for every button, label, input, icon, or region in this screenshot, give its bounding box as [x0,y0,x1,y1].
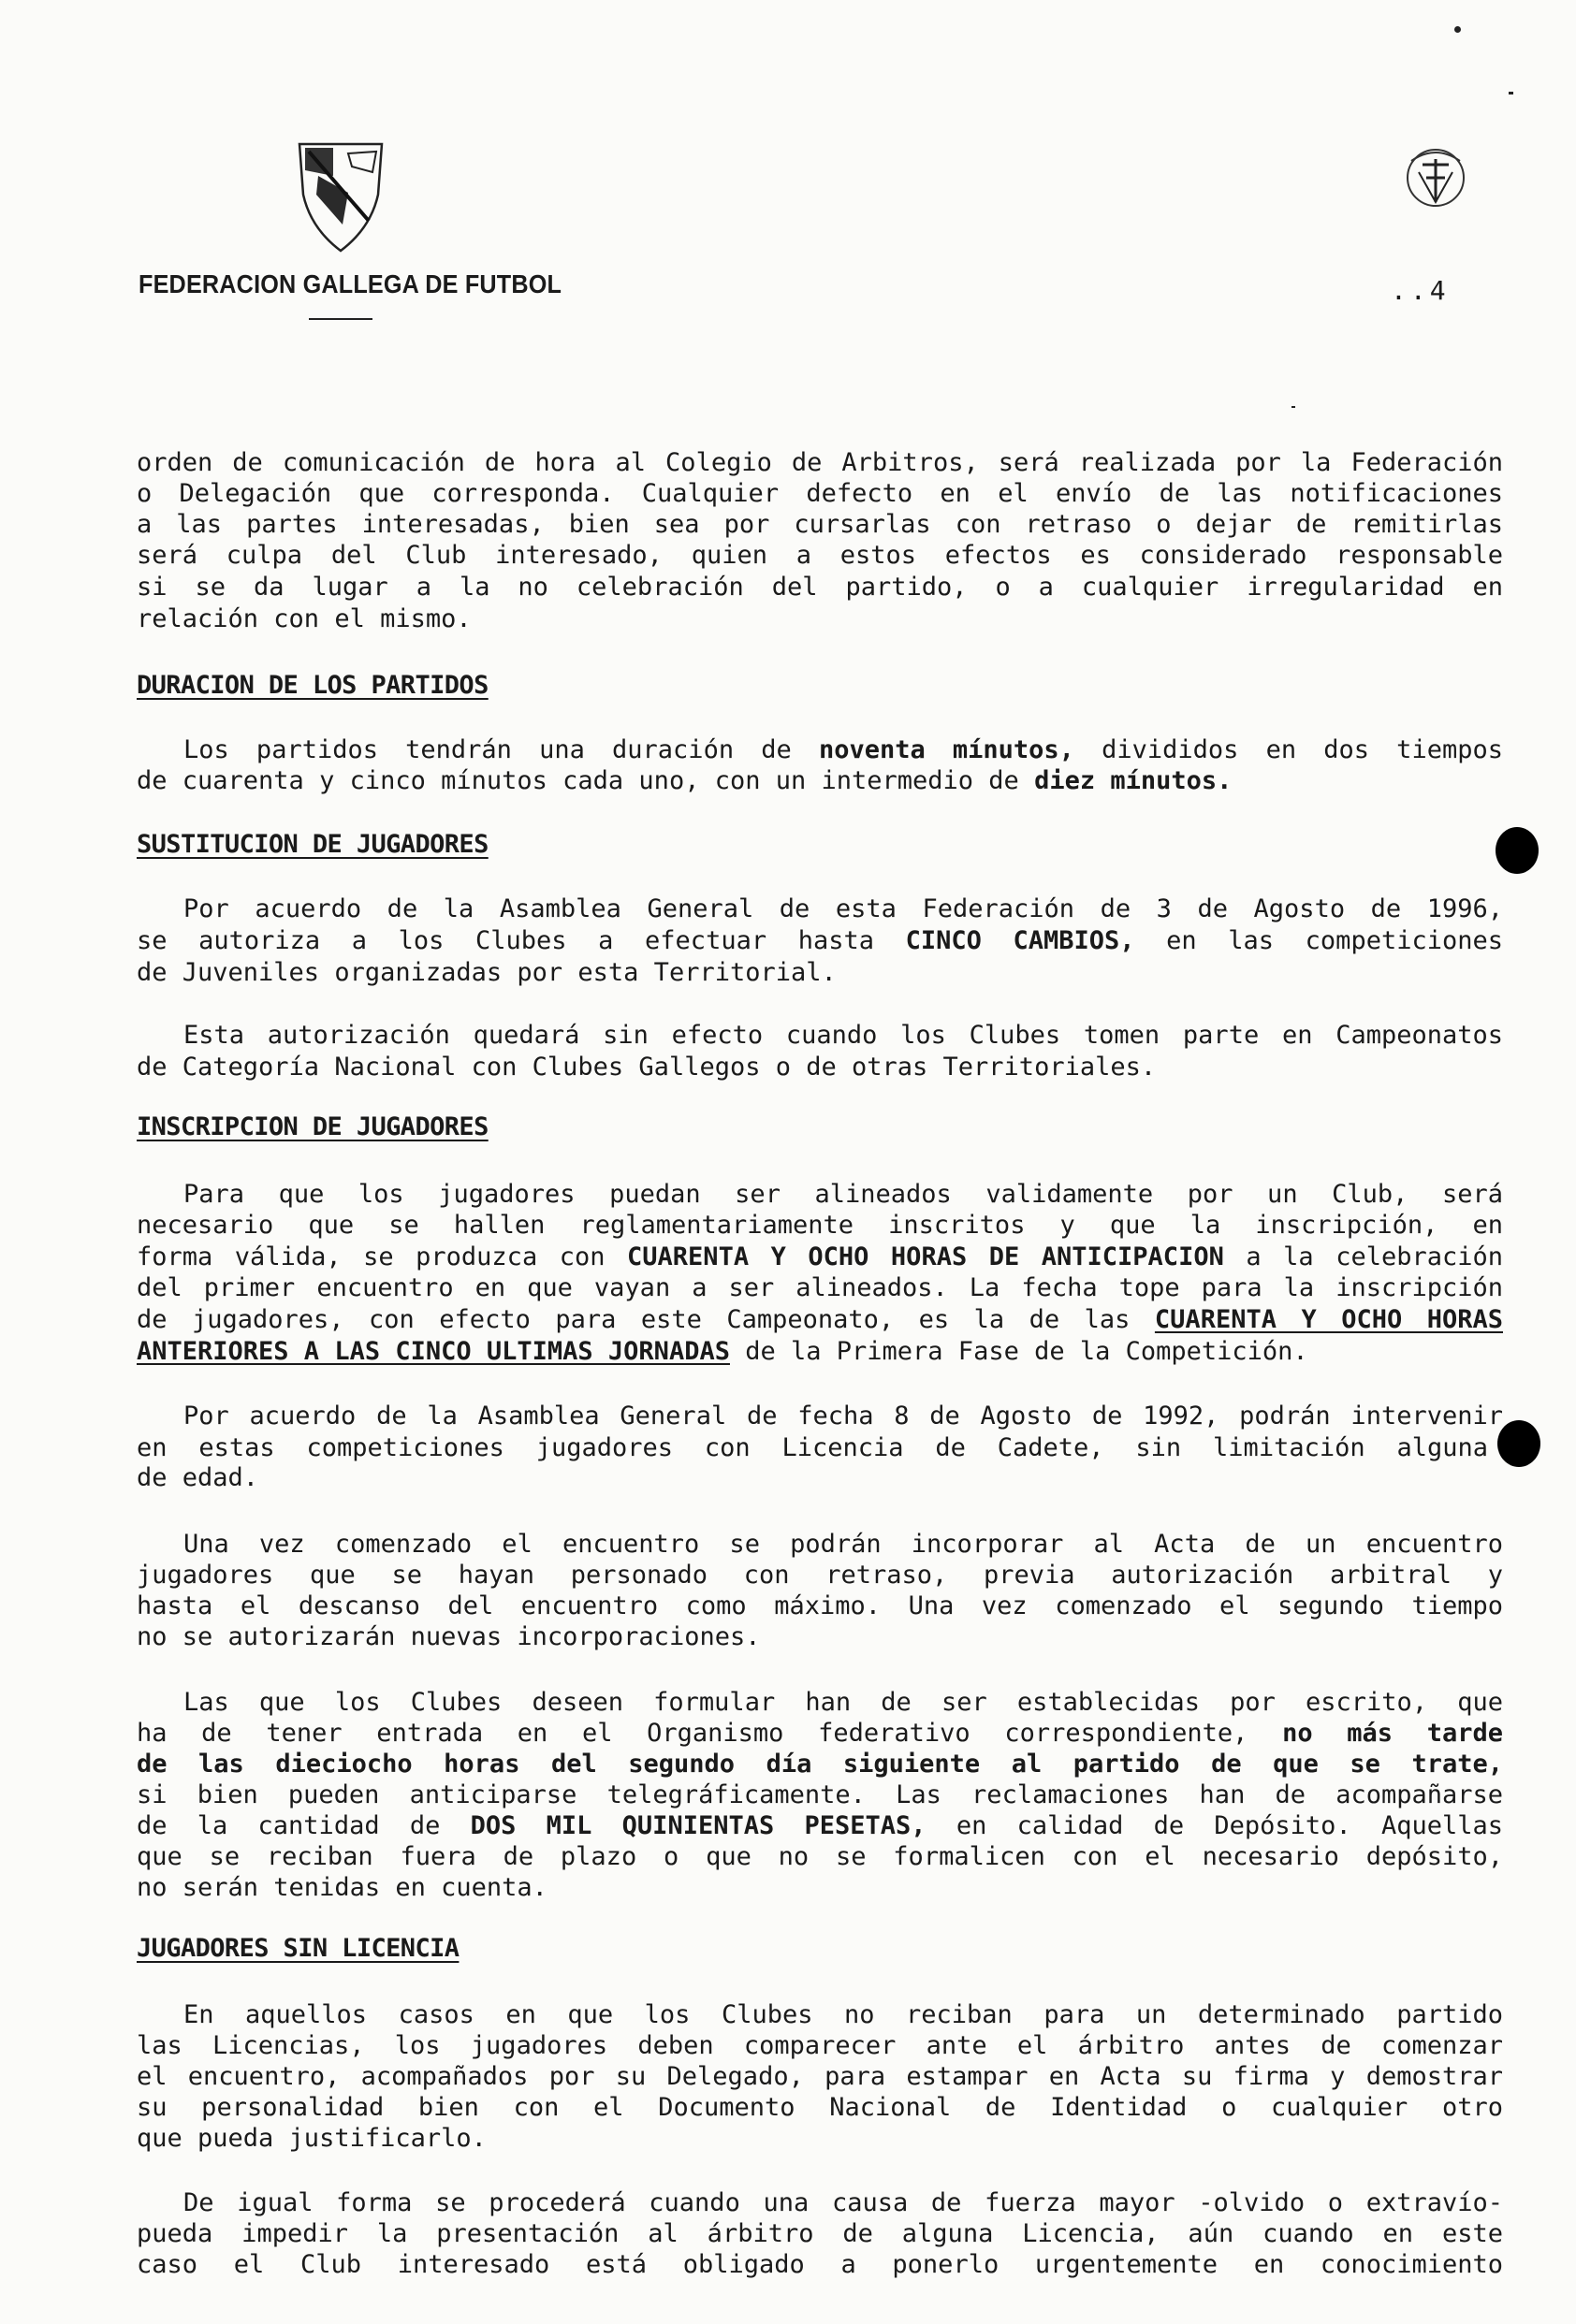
paragraph-line: se autoriza a los Clubes a efectuar hasta CINCO CAMBIOS, en las competiciones [137,926,1503,955]
page-number: ..4 [1391,275,1450,306]
paragraph-line: orden de comunicación de hora al Colegio de Arbitros, será realizada por la Federación [137,448,1503,477]
paragraph-line: será culpa del Club interesado, quien a estos efectos es considerado responsable [137,541,1503,570]
paragraph-line: el encuentro, acompañados por su Delegado, para estampar en Acta su firma y demostrar [137,2062,1503,2091]
scan-mark [1454,26,1461,33]
paragraph-line: jugadores que se hayan personado con retraso, previa autorización arbitral y [137,1561,1503,1590]
section-heading-duracion: DURACION DE LOS PARTIDOS [137,671,489,700]
paragraph-line: Esta autorización quedará sin efecto cuando los Clubes tomen parte en Campeonatos [183,1021,1503,1050]
paragraph-line: de edad. [137,1463,259,1492]
paragraph-line: de Juveniles organizadas por esta Territorial. [137,958,837,987]
paragraph-line: relación con el mismo. [137,604,472,633]
paragraph-line: de jugadores, con efecto para este Campeonato, es la de las CUARENTA Y OCHO HORAS [137,1305,1503,1334]
paragraph-line: que pueda justificarlo. [137,2124,487,2153]
paragraph-line: necesario que se hallen reglamentariamente inscritos y que la inscripción, en [137,1211,1503,1240]
scan-mark [1291,406,1295,408]
paragraph-line: forma válida, se produzca con CUARENTA Y OCHO HORAS DE ANTICIPACION a la celebración [137,1242,1504,1271]
federation-name: FEDERACION GALLEGA DE FUTBOL [139,269,562,298]
paragraph-line: En aquellos casos en que los Clubes no reciban para un determinado partido [183,2000,1503,2029]
paragraph-line: de cuarenta y cinco mínutos cada uno, con un intermedio de diez mínutos. [137,766,1233,795]
letterhead-rule [309,318,372,320]
paragraph-line: Por acuerdo de la Asamblea General de fecha 8 de Agosto de 1992, podrán intervenir [183,1402,1503,1431]
paragraph-line: hasta el descanso del encuentro como máximo. Una vez comenzado el segundo tiempo [137,1591,1503,1620]
scan-mark [1509,92,1513,94]
paragraph-line: a las partes interesadas, bien sea por cursarlas con retraso o dejar de remitirlas [137,510,1503,539]
paragraph-line: su personalidad bien con el Documento Nacional de Identidad o cualquier otro [137,2093,1503,2122]
paragraph-line: de Categoría Nacional con Clubes Gallegos o de otras Territoriales. [137,1053,1157,1082]
paragraph-line: que se reciban fuera de plazo o que no se formalicen con el necesario depósito, [137,1842,1503,1871]
paragraph-line: Una vez comenzado el encuentro se podrán incorporar al Acta de un encuentro [183,1530,1503,1559]
paragraph-line: del primer encuentro en que vayan a ser alineados. La fecha tope para la inscripción [137,1273,1503,1302]
paragraph-line: Por acuerdo de la Asamblea General de esta Federación de 3 de Agosto de 1996, [183,894,1503,923]
paragraph-line: ha de tener entrada en el Organismo federativo correspondiente, no más tarde [137,1719,1503,1748]
paragraph-line: ANTERIORES A LAS CINCO ULTIMAS JORNADAS de la Primera Fase de la Competición. [137,1337,1308,1366]
paragraph-line: no serán tenidas en cuenta. [137,1873,547,1902]
section-heading-inscripcion: INSCRIPCION DE JUGADORES [137,1112,489,1141]
paragraph-line: Los partidos tendrán una duración de noventa mínutos, divididos en dos tiempos [183,735,1503,764]
paragraph-line: o Delegación que corresponda. Cualquier defecto en el envío de las notificaciones [137,479,1503,508]
paragraph-line: Las que los Clubes deseen formular han de ser establecidas por escrito, que [183,1688,1503,1717]
paragraph-line: pueda impedir la presentación al árbitro de alguna Licencia, aún cuando en este [137,2219,1503,2248]
paragraph-line: en estas competiciones jugadores con Licencia de Cadete, sin limitación alguna [137,1433,1488,1462]
paragraph-line: si se da lugar a la no celebración del partido, o a cualquier irregularidad en [137,573,1503,602]
binder-hole [1496,827,1539,874]
binder-hole [1497,1420,1540,1467]
federation-emblem-logo [1398,140,1473,213]
paragraph-line: las Licencias, los jugadores deben comparecer ante el árbitro antes de comenzar [137,2031,1503,2060]
paragraph-line: no se autorizarán nuevas incorporaciones. [137,1622,761,1651]
paragraph-line: si bien pueden anticiparse telegráficamente. Las reclamaciones han de acompañarse [137,1780,1503,1809]
paragraph-line: caso el Club interesado está obligado a ponerlo urgentemente en conocimiento [137,2250,1503,2279]
section-heading-sin-licencia: JUGADORES SIN LICENCIA [137,1934,460,1963]
paragraph-line: Para que los jugadores puedan ser alineados validamente por un Club, será [183,1180,1503,1209]
paragraph-line: De igual forma se procederá cuando una causa de fuerza mayor -olvido o extravío- [183,2188,1503,2217]
section-heading-sustitucion: SUSTITUCION DE JUGADORES [137,830,489,859]
paragraph-line: de las dieciocho horas del segundo día siguiente al partido de que se trate, [137,1750,1503,1779]
paragraph-line: de la cantidad de DOS MIL QUINIENTAS PESETAS, en calidad de Depósito. Aquellas [137,1811,1503,1840]
club-crest-logo [296,138,386,254]
